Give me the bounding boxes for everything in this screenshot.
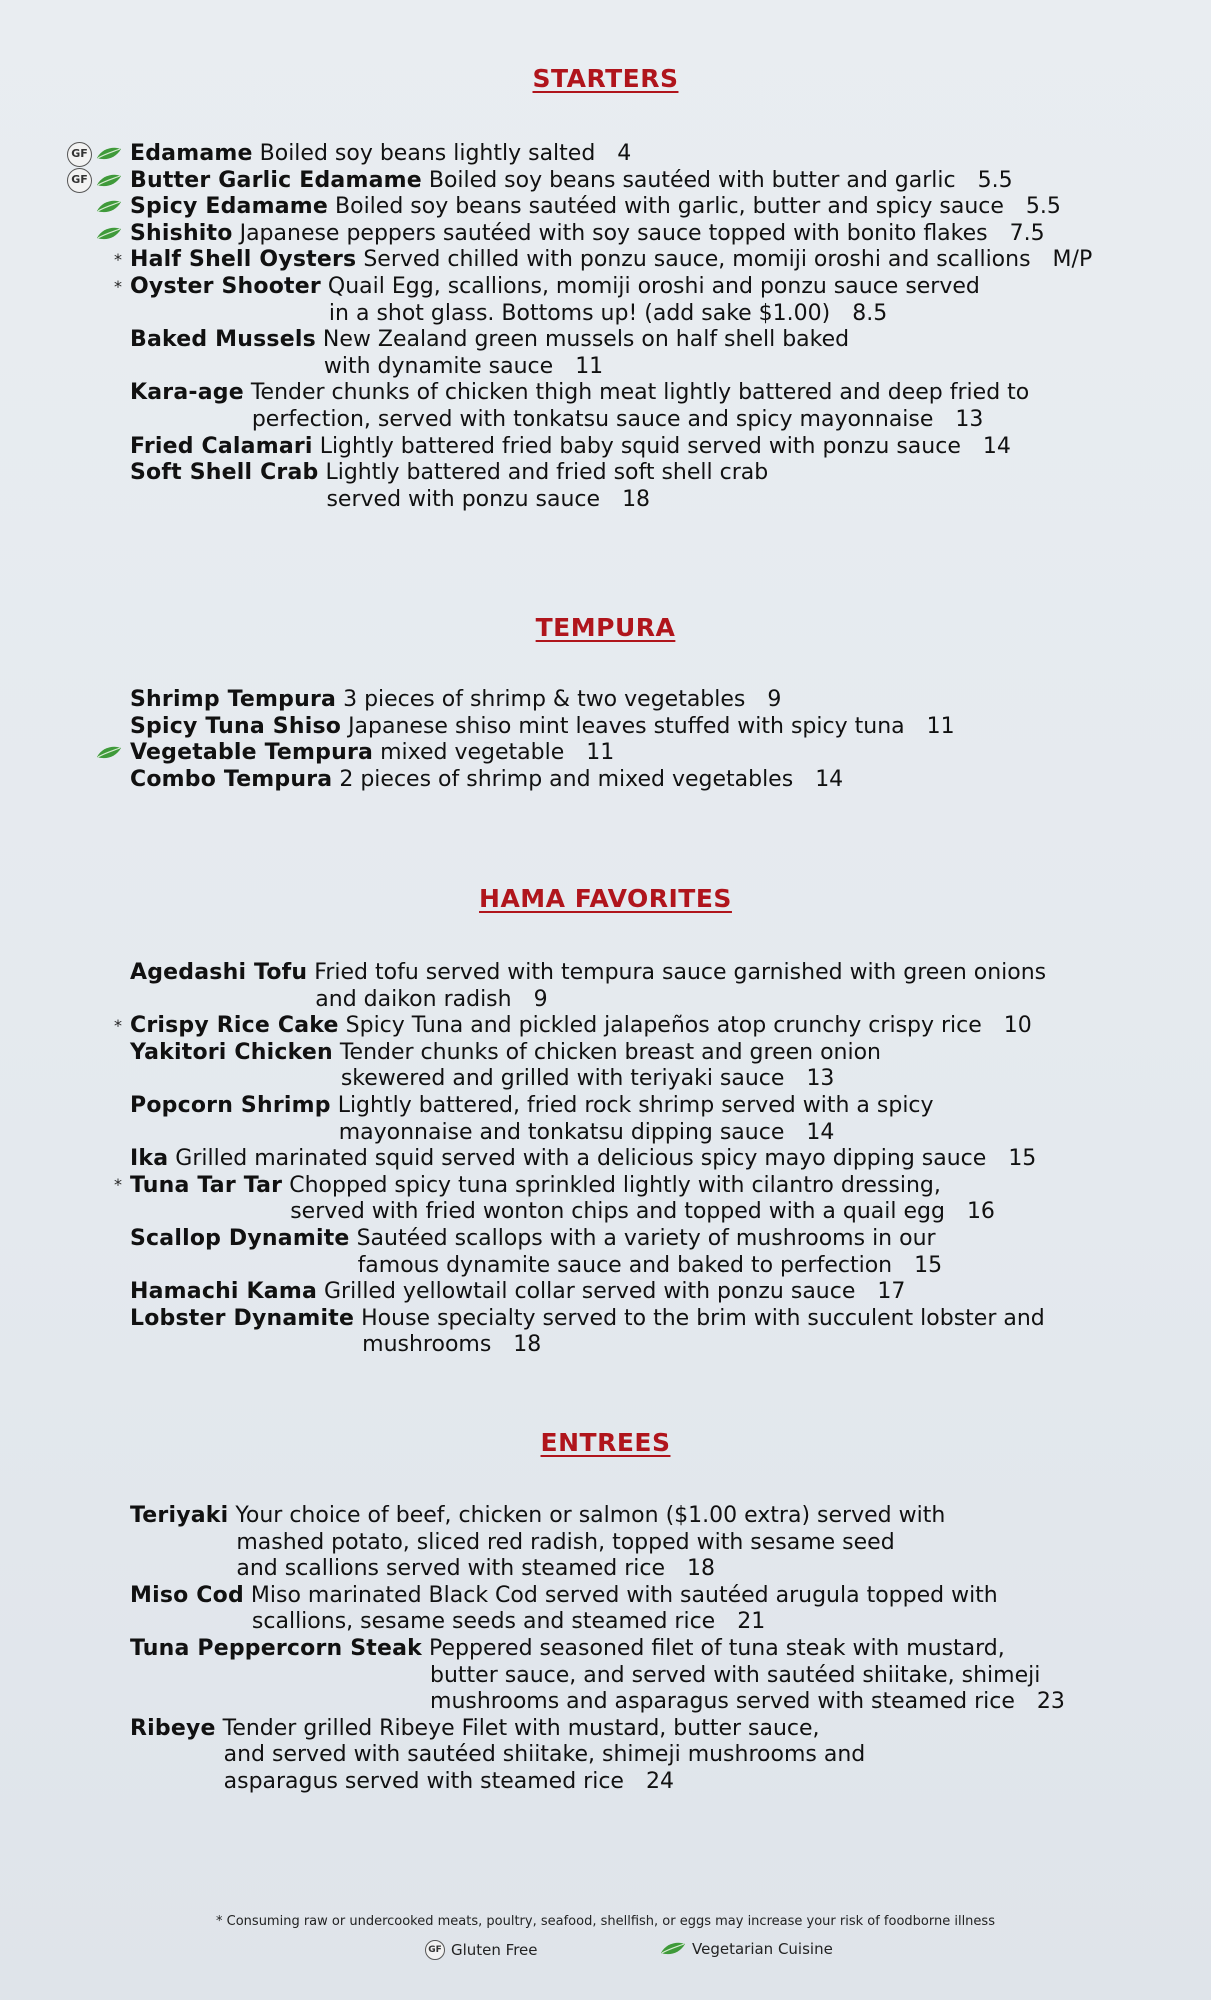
leaf-icon [96,199,122,215]
item-price: 13 [955,406,984,432]
item-description: Tender grilled Ribeye Filet with mustard, butter sauce, [222,1715,820,1741]
item-price: 14 [982,433,1011,459]
item-description-cont: scallions, sesame seeds and steamed rice [251,1609,716,1635]
section-starters [0,64,1211,513]
item-price: 23 [1036,1689,1065,1715]
item-name: Vegetable Tempura [130,740,374,766]
item-price: M/P [1052,247,1093,273]
item-description-cont: served with fried wonton chips and topped with a quail egg [290,1199,945,1225]
item-marks [96,740,122,766]
menu-item [0,327,1211,380]
legend-gluten-free [425,1940,538,1960]
item-name: Crispy Rice Cake [130,1013,339,1039]
item-name: Edamame [130,141,253,166]
item-name: Tuna Tar Tar [130,1172,283,1198]
menu-item [0,380,1211,433]
item-price: 15 [1008,1146,1037,1172]
raw-warning-asterisk: * [114,1175,122,1195]
item-price: 8.5 [852,300,888,326]
item-price: 16 [966,1199,995,1225]
item-name: Hamachi Kama [130,1279,317,1305]
item-price: 5.5 [1025,194,1061,220]
item-list [0,141,1211,513]
raw-warning-asterisk: * [114,250,122,270]
menu-item [0,960,1211,1013]
section-title: STARTERS [532,64,679,93]
item-price: 17 [877,1279,906,1305]
item-marks [114,1173,122,1199]
legend-label: Vegetarian Cuisine [692,1940,833,1958]
menu-item [0,714,1211,741]
item-description: Japanese shiso mint leaves stuffed with spicy tuna [348,713,905,739]
leaf-icon [660,1941,686,1957]
item-description-cont: mushrooms and asparagus served with steamed rice [430,1689,1015,1715]
item-description: Boiled soy beans lightly salted [259,141,596,166]
item-price: 15 [914,1252,943,1278]
menu-item [0,1040,1211,1093]
item-description-cont: perfection, served with tonkatsu sauce and spicy mayonnaise [251,406,934,432]
item-price: 14 [806,1119,835,1145]
item-price: 18 [513,1332,542,1358]
menu-item [0,434,1211,461]
item-price: 9 [533,986,548,1012]
leaf-icon [96,226,122,242]
item-description: Grilled marinated squid served with a delicious spicy mayo dipping sauce [175,1146,987,1172]
leaf-icon [96,146,122,162]
item-description-cont: famous dynamite sauce and baked to perfection [357,1252,893,1278]
item-description-cont: and served with sautéed shiitake, shimeji mushrooms and [223,1742,866,1768]
item-description-cont: and daikon radish [315,986,512,1012]
item-name: Shrimp Tempura [130,687,337,712]
menu-item [0,1279,1211,1306]
menu-item [0,1013,1211,1040]
menu-item [0,168,1211,195]
item-list [0,1503,1211,1796]
item-marks [67,168,122,194]
item-description: Boiled soy beans sautéed with butter and garlic [428,167,956,193]
item-description: 3 pieces of shrimp & two vegetables [343,687,746,712]
menu-item [0,687,1211,714]
item-description-cont: mushrooms [362,1332,492,1358]
item-name: Teriyaki [130,1503,229,1528]
item-description: Tender chunks of chicken thigh meat lightly battered and deep fried to [250,380,1030,406]
item-name: Kara-age [130,380,244,406]
item-name: Soft Shell Crab [130,460,319,486]
item-description-cont: butter sauce, and served with sautéed shiitake, shimeji [430,1662,1041,1688]
item-marks [114,247,122,273]
item-price: 13 [806,1066,835,1092]
item-marks [114,274,122,300]
item-price: 11 [926,713,955,739]
section-entrees [0,1428,1211,1796]
item-list [0,687,1211,793]
item-name: Popcorn Shrimp [130,1092,331,1118]
item-name: Miso Cod [130,1582,244,1608]
menu-item [0,460,1211,513]
item-description: Grilled yellowtail collar served with ponzu sauce [324,1279,856,1305]
gluten-free-icon: GF [67,168,92,193]
menu-item [0,767,1211,794]
item-description: Lightly battered and fried soft shell crab [325,460,769,486]
item-description: Boiled soy beans sautéed with garlic, butter and spicy sauce [335,194,1004,220]
section-hama-favorites [0,884,1211,1359]
legend-vegetarian [660,1940,833,1958]
item-price: 11 [586,740,615,766]
item-description: Chopped spicy tuna sprinkled lightly with cilantro dressing, [289,1172,941,1198]
raw-warning-asterisk: * [114,1015,122,1035]
item-description: Peppered seasoned filet of tuna steak with mustard, [429,1635,1005,1661]
item-price: 18 [687,1556,716,1582]
item-description: Tender chunks of chicken breast and green onion [339,1039,881,1065]
section-title: ENTREES [540,1428,671,1457]
menu-item [0,1146,1211,1173]
item-name: Baked Mussels [130,327,316,353]
item-name: Half Shell Oysters [130,247,357,273]
item-list [0,960,1211,1359]
menu-item [0,1093,1211,1146]
menu-item [0,141,1211,168]
section-tempura [0,613,1211,793]
item-description: Your choice of beef, chicken or salmon ($1.00 extra) served with [235,1503,946,1528]
item-price: 4 [617,141,632,166]
item-description: Miso marinated Black Cod served with sautéed arugula topped with [250,1582,998,1608]
item-description: House specialty served to the brim with succulent lobster and [361,1305,1045,1331]
item-name: Lobster Dynamite [130,1305,355,1331]
raw-food-disclaimer: * Consuming raw or undercooked meats, poultry, seafood, shellfish, or eggs may increase your risk of foodborne illness [216,1914,995,1929]
item-price: 21 [737,1609,766,1635]
item-name: Fried Calamari [130,433,313,459]
item-description: Lightly battered fried baby squid served with ponzu sauce [319,433,961,459]
gluten-free-icon: GF [67,142,92,167]
item-description-cont: with dynamite sauce [323,353,554,379]
menu-item [0,247,1211,274]
item-description: 2 pieces of shrimp and mixed vegetables [339,766,794,792]
item-description-cont: skewered and grilled with teriyaki sauce [340,1066,785,1092]
item-marks [67,141,122,167]
item-name: Agedashi Tofu [130,960,308,985]
menu-item [0,1716,1211,1796]
item-price: 10 [1003,1013,1032,1039]
item-description: Japanese peppers sautéed with soy sauce topped with bonito flakes [239,220,988,246]
item-price: 5.5 [977,167,1013,193]
item-description-cont: in a shot glass. Bottoms up! (add sake $1.00) [328,300,831,326]
item-price: 14 [815,766,844,792]
item-description-cont: and scallions served with steamed rice [236,1556,666,1582]
menu-item [0,221,1211,248]
menu-item [0,1636,1211,1716]
menu-item [0,194,1211,221]
leaf-icon [96,173,122,189]
item-description: Fried tofu served with tempura sauce garnished with green onions [314,960,1047,985]
item-name: Butter Garlic Edamame [130,167,422,193]
item-name: Spicy Tuna Shiso [130,713,342,739]
menu-item [0,740,1211,767]
item-price: 9 [767,687,782,712]
menu-item [0,1583,1211,1636]
item-description-cont: mashed potato, sliced red radish, topped with sesame seed [236,1529,895,1555]
menu-item [0,1226,1211,1279]
menu-item [0,1306,1211,1359]
item-description: Lightly battered, fried rock shrimp served with a spicy [337,1092,934,1118]
item-name: Shishito [130,220,233,246]
item-name: Combo Tempura [130,766,333,792]
item-name: Ika [130,1146,169,1172]
item-name: Spicy Edamame [130,194,329,220]
item-description: Quail Egg, scallions, momiji oroshi and ponzu sauce served [327,273,980,299]
menu-item [0,1503,1211,1583]
item-price: 11 [575,353,604,379]
item-description: New Zealand green mussels on half shell baked [322,327,850,353]
leaf-icon [96,745,122,761]
item-description-cont: asparagus served with steamed rice [223,1768,624,1794]
item-name: Tuna Peppercorn Steak [130,1635,423,1661]
item-description-cont: mayonnaise and tonkatsu dipping sauce [338,1119,785,1145]
item-description: Sautéed scallops with a variety of mushrooms in our [356,1225,936,1251]
section-title: HAMA FAVORITES [479,884,732,913]
item-description-cont: served with ponzu sauce [326,486,601,512]
item-description: mixed vegetable [380,740,565,766]
gluten-free-icon: GF [425,1940,445,1960]
item-price: 24 [645,1768,674,1794]
menu-item [0,1173,1211,1226]
item-price: 7.5 [1009,220,1045,246]
item-marks [96,221,122,247]
item-description: Spicy Tuna and pickled jalapeños atop crunchy crispy rice [345,1013,982,1039]
legend-label: Gluten Free [451,1941,538,1959]
item-name: Scallop Dynamite [130,1225,350,1251]
item-marks [96,194,122,220]
section-title: TEMPURA [535,613,676,642]
menu-item [0,274,1211,327]
item-name: Oyster Shooter [130,273,321,299]
item-price: 18 [622,486,651,512]
item-description: Served chilled with ponzu sauce, momiji oroshi and scallions [363,247,1031,273]
item-name: Yakitori Chicken [130,1039,333,1065]
item-name: Ribeye [130,1715,216,1741]
item-marks [114,1013,122,1039]
raw-warning-asterisk: * [114,276,122,296]
